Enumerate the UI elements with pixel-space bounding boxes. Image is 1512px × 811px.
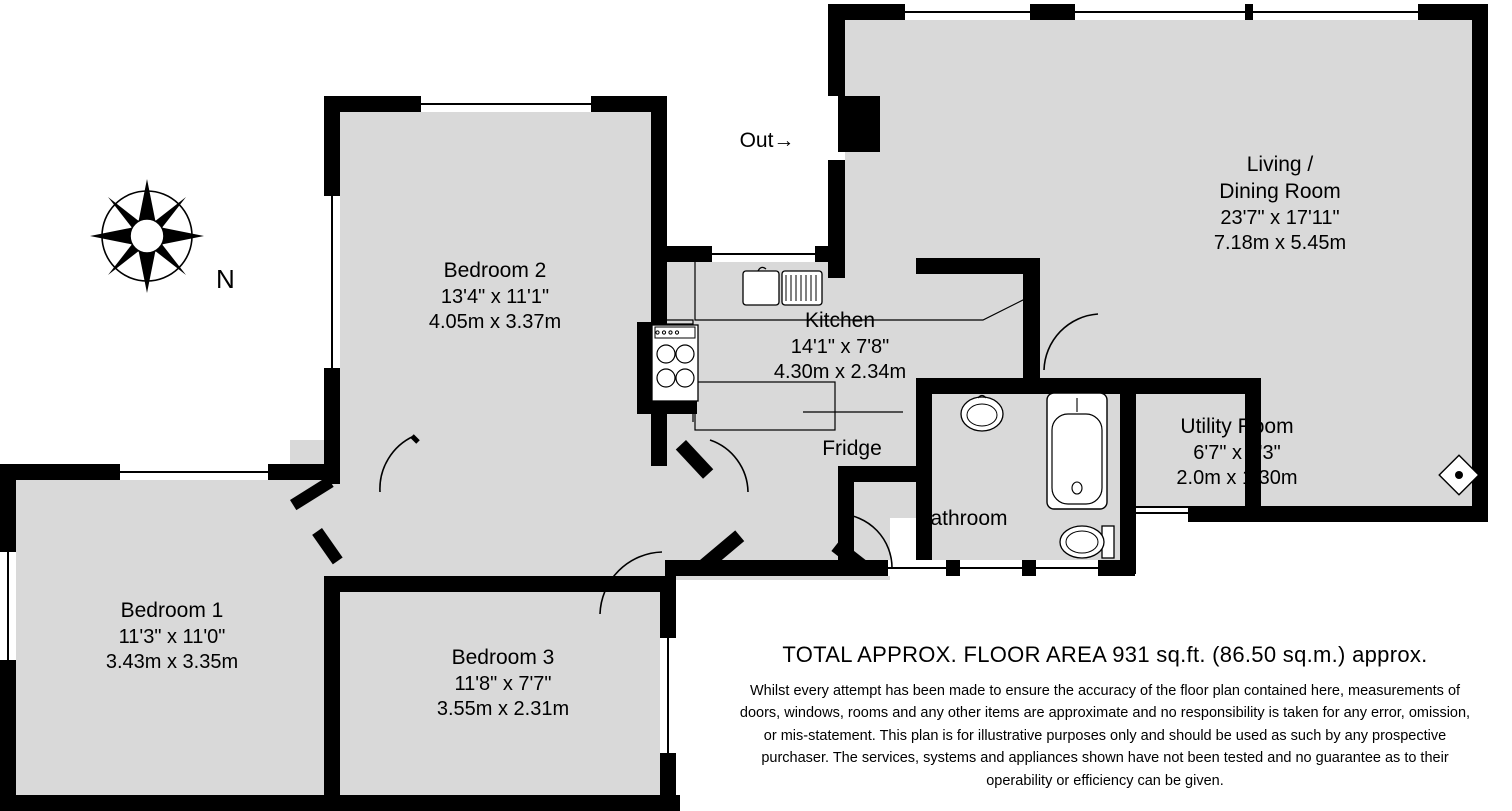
- wall-house-bottom: [0, 795, 680, 811]
- door-swing-bedroom2: [378, 434, 450, 494]
- label-bathroom: [862, 506, 1062, 533]
- label-fridge: [752, 436, 952, 463]
- wall-living-right: [1472, 4, 1488, 518]
- window-line-bathroom-bottom-3: [1036, 567, 1098, 569]
- wall-out-door-jamb-top: [828, 86, 845, 96]
- wall-bedroom1-right: [324, 576, 340, 811]
- room-name-bedroom3: Bedroom 3: [451, 646, 555, 669]
- compass-north-label: N: [216, 264, 235, 294]
- meter-icon: [1436, 452, 1482, 498]
- window-line-bathroom-bottom-2: [960, 567, 1022, 569]
- disclaimer-text: Whilst every attempt has been made to ensure the accuracy of the floor plan contained here, measurements of doors, windows, rooms and any other items are approximate and no responsibility is taken for any error, omission, or mis-statement. This plan is for illustrative purposes only and should be used as such by any prospective purchaser. The services, systems and appliances shown have not been tested and no guarantee as to their operability or efficiency can be given.: [739, 683, 1471, 789]
- room-dim-kitchen-imperial: 14'1" x 7'8": [790, 335, 890, 358]
- wall-living-left-upper: [828, 4, 845, 92]
- wall-bedroom1-left-upper: [0, 464, 16, 552]
- fridge-label: Fridge: [822, 437, 882, 460]
- door-utility-opening: [1136, 508, 1188, 522]
- window-line-kitchen-top: [712, 253, 815, 255]
- wall-bedroom1-left-lower: [0, 660, 16, 811]
- window-line-bedroom3-right: [667, 638, 669, 753]
- room-dim-utility-metric: 2.0m x 1.30m: [1176, 467, 1298, 490]
- label-bedroom1: [32, 598, 312, 676]
- room-dim-bedroom3-imperial: 11'8" x 7'7": [454, 672, 552, 695]
- total-floor-area: TOTAL APPROX. FLOOR AREA 931 sq.ft. (86.50 sq.m.) approx.: [782, 642, 1428, 667]
- room-dim-bedroom1-imperial: 11'3" x 11'0": [118, 625, 226, 648]
- label-bedroom2: [345, 258, 645, 336]
- window-line-bedroom2-left: [331, 196, 333, 368]
- room-dim-bedroom3-metric: 3.55m x 2.31m: [436, 698, 570, 721]
- label-living-dining: [1100, 152, 1460, 257]
- label-kitchen: [680, 308, 1000, 386]
- room-name-kitchen: Kitchen: [804, 309, 876, 332]
- window-line-living-top-1: [905, 11, 1030, 13]
- room-name-utility: Utility Room: [1180, 415, 1294, 438]
- room-dim-kitchen-metric: 4.30m x 2.34m: [773, 361, 907, 384]
- window-line-bedroom1-top: [120, 471, 268, 473]
- room-dim-utility-imperial: 6'7" x 4'3": [1193, 441, 1281, 464]
- toilet-icon: [1058, 520, 1116, 564]
- footer-block: [735, 642, 1475, 792]
- door-swing-out: [838, 96, 880, 152]
- room-name-bedroom2: Bedroom 2: [443, 259, 547, 282]
- room-dim-bedroom2-imperial: 13'4" x 11'1": [440, 285, 550, 308]
- room-name-living: Living /: [1246, 153, 1314, 176]
- door-swing-bedroom3: [596, 548, 666, 616]
- compass-rose-icon: [84, 176, 254, 306]
- window-line-living-top-3: [1253, 11, 1418, 13]
- label-utility: [1112, 414, 1362, 492]
- arrow-left-icon: →: [773, 129, 795, 152]
- window-line-living-top-2: [1075, 11, 1245, 13]
- room-dim-living-metric: 7.18m x 5.45m: [1213, 232, 1347, 255]
- wash-basin-icon: [958, 392, 1006, 434]
- label-out: [712, 128, 822, 155]
- wall-bedroom2-left-upper: [324, 96, 340, 196]
- wall-out-door-jamb-bottom: [828, 160, 845, 170]
- wall-living-bottom-right: [1245, 506, 1488, 522]
- bathroom-label: Bathroom: [916, 507, 1008, 530]
- room-dim-living-imperial: 23'7" x 17'11": [1220, 206, 1340, 229]
- kitchen-sink-icon: [742, 266, 824, 312]
- door-swing-living: [1040, 312, 1100, 374]
- room-name-bedroom1: Bedroom 1: [120, 599, 224, 622]
- out-label: Out: [739, 129, 774, 152]
- window-line-bedroom1-left: [7, 552, 9, 660]
- door-utility-line: [1136, 512, 1188, 514]
- label-bedroom3: [358, 645, 648, 723]
- room-dim-bedroom1-metric: 3.43m x 3.35m: [105, 651, 239, 674]
- bath-tub-icon: [1046, 392, 1108, 510]
- room-name-living-2: Dining Room: [1219, 179, 1341, 203]
- window-line-bedroom2-top: [421, 103, 591, 105]
- room-dim-bedroom2-metric: 4.05m x 3.37m: [428, 311, 562, 334]
